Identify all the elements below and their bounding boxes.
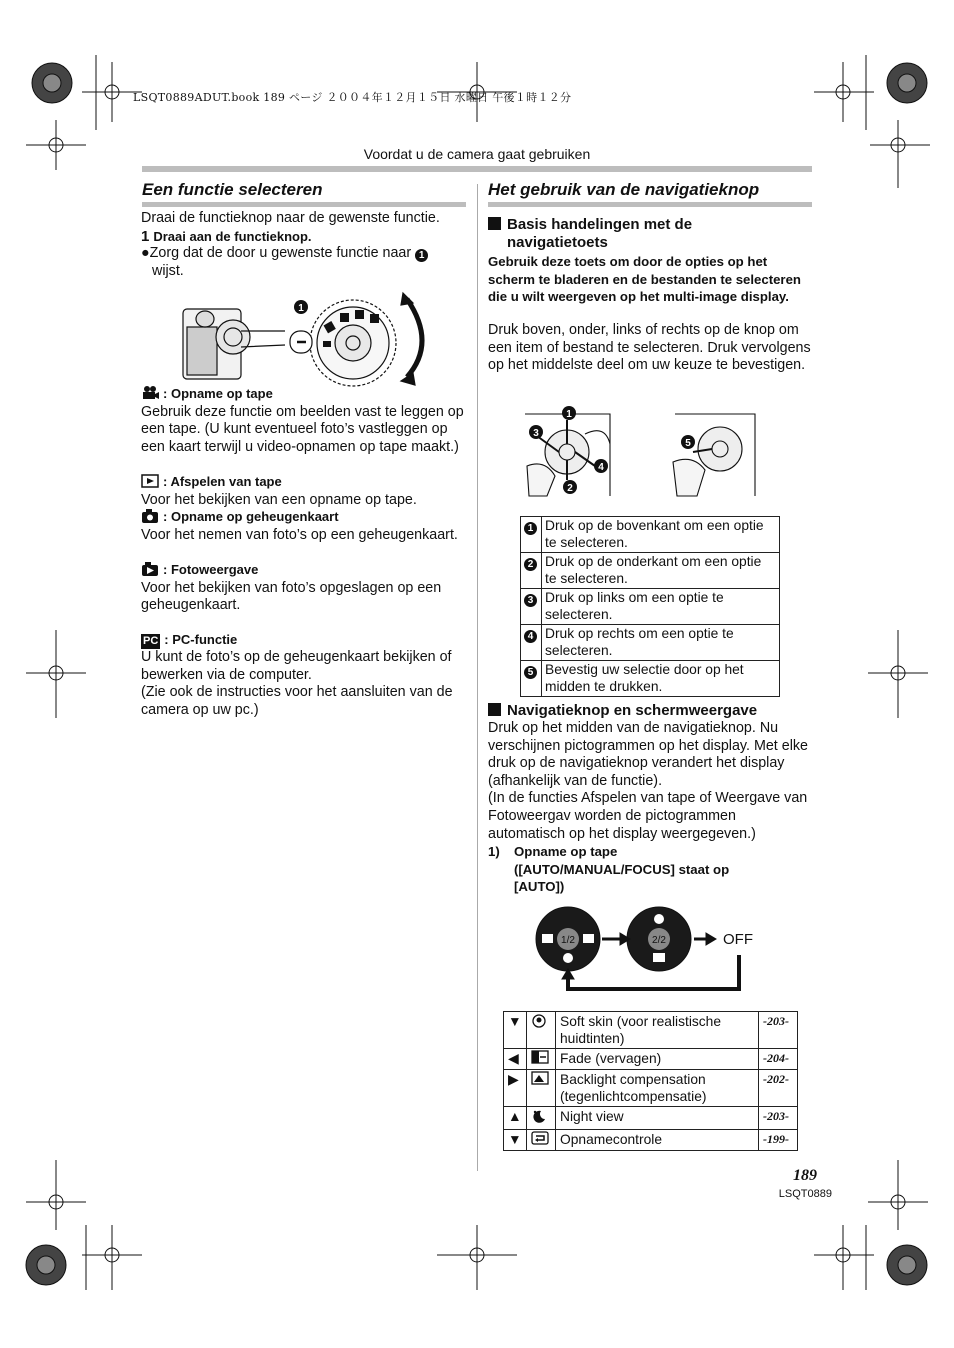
step-text: Druk op de bovenkant om een optie te selecteren. [542,517,780,553]
table-row [504,1130,798,1151]
fig-label-5: 5 [685,438,691,449]
step-number: 1 [141,228,150,245]
page-ref: -199- [759,1130,798,1151]
table-row: 1 Druk op de bovenkant om een optie te selecteren. [521,517,780,553]
table-row [504,1012,798,1049]
right-section-title: Het gebruik van de navigatieknop [488,180,760,199]
subsection-title: Navigatieknop en schermweergave [507,702,758,719]
page-ref: -203- [759,1012,798,1049]
mode-label: Afspelen van tape [170,474,282,489]
step-text: Bevestig uw selectie door op het midden te drukken. [542,661,780,697]
function-label: Opnamecontrole [556,1130,759,1151]
book-header: LSQT0889ADUT.book 189 ページ ２００４年１２月１５日 水曜日 午後１時１２分 [133,91,572,104]
mode-text: Voor het bekijken van foto’s opgeslagen op een geheugenkaart. [141,579,442,614]
backlight-icon [531,1071,549,1085]
mode-tape-playback: : Afspelen van tape Voor het bekijken van een opname op tape. [141,474,417,508]
mode-label: Opname op tape [170,386,273,401]
square-bullet-icon [488,217,501,230]
mode-pc: PC : PC-functie U kunt de foto’s op de geheugenkaart bekijken of bewerken via de computer. (Zie ook de instructies voor het aansluiten van de camera op uw pc.) [141,631,453,718]
function-label: Fade (vervagen) [556,1049,759,1070]
navigation-key-illustration [515,404,765,499]
sub1-bold: Gebruik deze toets om door de opties op het scherm te bladeren en de bestanden te selecteren die u wilt weergeven op het multi-image display. [488,254,801,305]
tape-playback-icon [141,473,159,489]
step-1 [141,228,471,247]
fade-icon [531,1050,549,1064]
mode-dial-illustration [175,287,445,387]
table-row: 2 Druk op de onderkant om een optie te selecteren. [521,553,780,589]
camera-icon [141,508,159,524]
mode-card-record: : Opname op geheugenkaart Voor het nemen van foto’s op een geheugenkaart. [141,509,458,543]
video-camera-icon [141,385,159,401]
bullet-text-end: wijst. [152,262,184,279]
table-row: 4 Druk op rechts om een optie te selecteren. [521,625,780,661]
step-1-text: Draai aan de functieknop. [153,229,312,244]
table-row [504,1070,798,1107]
left-title-rule [142,202,466,207]
fig-label-3: 3 [533,428,539,439]
mode-text: Voor het bekijken van een opname op tape. [141,491,417,508]
night-view-icon [531,1108,547,1124]
bullet: ●Zorg dat de door u gewenste functie naar 1 wijst. [141,245,471,280]
page-ref: -203- [759,1107,798,1130]
fig-label-2: 2 [567,483,573,494]
square-bullet-icon [488,703,501,716]
arrow: ▶ [504,1070,527,1107]
photo-playback-icon [141,561,159,577]
note [488,843,798,896]
sub1-text: Druk boven, onder, links of rechts op de knop om een item of bestand te selecteren. Druk vervolgens op het middelste deel om uw keuze te bevestigen. [488,322,811,374]
arrow: ▼ [504,1130,527,1151]
page-number: 189 [793,1167,817,1184]
subsection-basic [488,216,808,252]
document-code: LSQT0889 [778,1188,832,1200]
function-label: Night view [556,1107,759,1130]
fig-label-1: 1 [566,409,572,420]
mode-photo-playback: : Fotoweergave Voor het bekijken van foto’s opgeslagen op een geheugenkaart. [141,562,442,614]
subsection-title: Basis handelingen met de navigatietoets [507,216,693,251]
left-section-title: Een functie selecteren [142,180,323,199]
step-text: Druk op links om een optie te selecteren. [542,589,780,625]
mode-label: PC-functie [172,631,238,647]
table-row: 5 Bevestig uw selectie door op het midden te drukken. [521,661,780,697]
arrow: ▲ [504,1107,527,1130]
diagram-page-1: 1/2 [561,935,575,946]
bullet-text: Zorg dat de door u gewenste functie naar [149,245,412,261]
mode-video: : Opname op tape Gebruik deze functie om beelden vast te leggen op een tape. (U kunt eventueel foto’s vastleggen op een kaart terwijl u video-opnamen op tape maakt.) [141,386,464,455]
mode-text: U kunt de foto’s op de geheugenkaart bekijken of bewerken via de computer. (Zie ook de instructies voor het aansluiten van de camera op uw pc.) [141,649,453,718]
mode-text: Gebruik deze functie om beelden vast te leggen op een tape. (U kunt eventueel foto’s vastleggen op een kaart terwijl u video-opnamen op tape maakt.) [141,403,464,455]
running-head: Voordat u de camera gaat gebruiken [363,146,591,162]
diagram-off: OFF [723,931,753,948]
step-text: Druk op de onderkant om een optie te selecteren. [542,553,780,589]
steps-table [520,516,780,697]
function-label: Soft skin (voor realistische huidtinten) [556,1012,759,1049]
mode-label: Opname op geheugenkaart [170,509,339,524]
record-check-icon [531,1131,549,1145]
mode-text: Voor het nemen van foto’s op een geheugenkaart. [141,526,458,543]
diagram-page-2: 2/2 [652,935,666,946]
page-ref: -204- [759,1049,798,1070]
function-table [503,1011,798,1151]
mode-label: Fotoweergave [170,562,259,577]
table-row: 3 Druk op links om een optie te selecteren. [521,589,780,625]
note-text: Opname op tape ([AUTO/MANUAL/FOCUS] staat op [AUTO]) [514,844,730,895]
note-number: 1) [488,844,500,859]
subsection-display [488,702,757,720]
figure-ref-1: 1 [298,303,304,314]
step-text: Druk op rechts om een optie te selecteren. [542,625,780,661]
table-row [504,1049,798,1070]
pc-icon: PC [143,634,159,647]
left-intro: Draai de functieknop naar de gewenste functie. [141,210,440,226]
fig-label-4: 4 [598,462,604,473]
sub2-text: Druk op het midden van de navigatieknop. Nu verschijnen pictogrammen op het display. Met elke druk op de navigatieknop verandert het display (afhankelijk van de functie). (In de functies Afspelen van tape of Weergave van Fotoweergav worden de pictogrammen automatisch op het display weergegeven.) [488,720,808,842]
soft-skin-icon [531,1013,547,1029]
display-cycle-diagram [534,905,774,997]
arrow: ◀ [504,1049,527,1070]
table-row [504,1107,798,1130]
header-rule [142,166,812,172]
function-label: Backlight compensation (tegenlichtcompensatie) [556,1070,759,1107]
arrow: ▼ [504,1012,527,1049]
ref-number: 1 [415,249,428,262]
page-ref: -202- [759,1070,798,1107]
right-title-rule [488,202,812,207]
column-divider [477,184,478,1171]
